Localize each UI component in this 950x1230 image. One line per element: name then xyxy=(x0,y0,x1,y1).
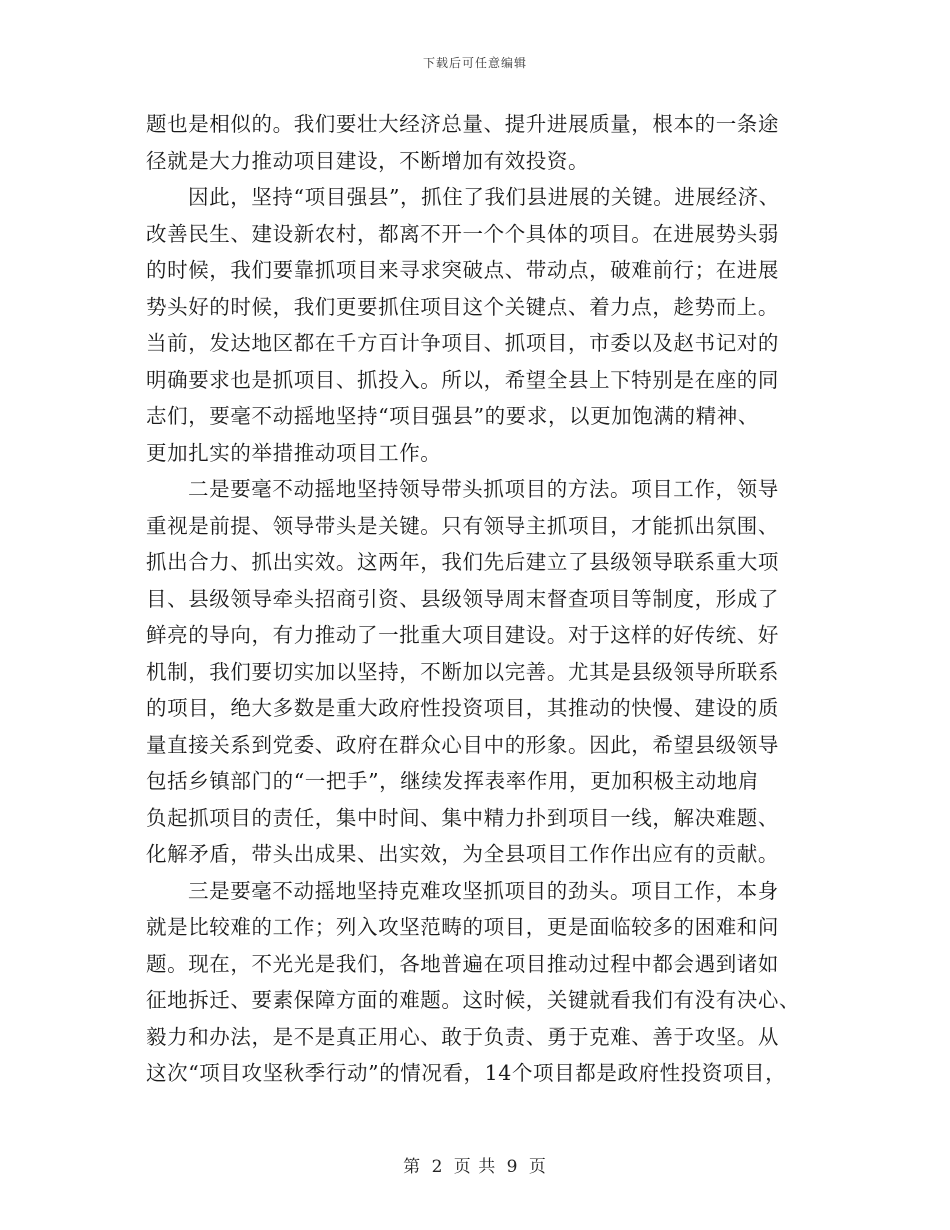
text-line: 机制，我们要切实加以坚持，不断加以完善。尤其是县级领导所联系 xyxy=(146,659,779,684)
text-line: 征地拆迁、要素保障方面的难题。这时候，关键就看我们有没有决心、 xyxy=(146,988,801,1012)
text-line: 因此，坚持“项目强县”，抓住了我们县进展的关键。进展经济、 xyxy=(188,185,780,209)
footer-middle: 页 共 xyxy=(453,1157,497,1177)
text-line: 化解矛盾，带头出成果、出实效，为全县项目工作作出应有的贡献。 xyxy=(146,842,779,866)
text-line: 题也是相似的。我们要壮大经济总量、提升进展质量，根本的一条途 xyxy=(146,112,779,136)
text-line: 题。现在，不光光是我们，各地普遍在项目推动过程中都会遇到诸如 xyxy=(146,951,779,976)
text-line: 更加扎实的举措推动项目工作。 xyxy=(146,440,442,465)
page-header: 下载后可任意编辑 xyxy=(422,56,527,70)
footer-suffix: 页 xyxy=(528,1157,547,1177)
text-line: 的项目，绝大多数是重大政府性投资项目，其推动的快慢、建设的质 xyxy=(146,696,779,720)
text-line: 的时候，我们要靠抓项目来寻求突破点、带动点，破难前行；在进展 xyxy=(146,258,779,282)
text-line: 重视是前提、领导带头是关键。只有领导主抓项目，才能抓出氛围、 xyxy=(146,513,779,538)
body-text xyxy=(146,106,811,1092)
text-line: 二是要毫不动摇地坚持领导带头抓项目的方法。项目工作，领导 xyxy=(188,477,779,501)
text-line: 目、县级领导牵头招商引资、县级领导周末督查项目等制度，形成了 xyxy=(146,586,779,611)
footer-prefix: 第 xyxy=(403,1157,422,1177)
text-line: 量直接关系到党委、政府在群众心目中的形象。因此，希望县级领导 xyxy=(146,732,779,757)
text-line: 毅力和办法，是不是真正用心、敢于负责、勇于克难、善于攻坚。从 xyxy=(146,1024,779,1049)
text-line: 改善民生、建设新农村，都离不开一个个具体的项目。在进展势头弱 xyxy=(146,221,779,246)
text-line: 径就是大力推动项目建设，不断增加有效投资。 xyxy=(146,148,590,173)
footer-total-pages: 9 xyxy=(506,1157,519,1177)
text-line: 势头好的时候，我们更要抓住项目这个关键点、着力点，趁势而上。 xyxy=(146,294,779,319)
text-line: 这次“项目攻坚秋季行动”的情况看，14个项目都是政府性投资项目， xyxy=(146,1061,787,1085)
text-line: 就是比较难的工作；列入攻坚范畴的项目，更是面临较多的困难和问 xyxy=(146,915,779,939)
text-line: 抓出合力、抓出实效。这两年，我们先后建立了县级领导联系重大项 xyxy=(146,550,779,574)
text-line: 包括乡镇部门的“一把手”，继续发挥表率作用，更加积极主动地肩 xyxy=(146,769,759,793)
text-line: 鲜亮的导向，有力推动了一批重大项目建设。对于这样的好传统、好 xyxy=(146,623,779,647)
footer-page-number: 2 xyxy=(431,1157,444,1177)
text-line: 明确要求也是抓项目、抓投入。所以，希望全县上下特别是在座的同 xyxy=(146,367,779,392)
page-footer xyxy=(0,1152,950,1177)
text-line: 三是要毫不动摇地坚持克难攻坚抓项目的劲头。项目工作，本身 xyxy=(188,878,779,903)
text-line: 志们，要毫不动摇地坚持“项目强县”的要求，以更加饱满的精神、 xyxy=(146,404,759,428)
text-line: 当前，发达地区都在千方百计争项目、抓项目，市委以及赵书记对的 xyxy=(146,331,779,355)
text-line: 负起抓项目的责任，集中时间、集中精力扑到项目一线，解决难题、 xyxy=(146,805,779,830)
